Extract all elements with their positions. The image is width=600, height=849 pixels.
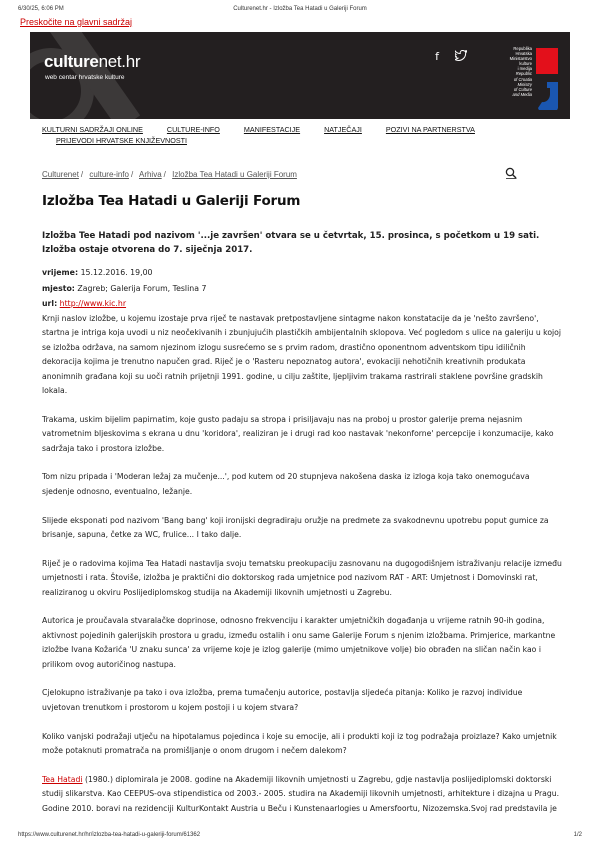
ministry-line: Republic	[515, 71, 532, 77]
meta-url-label: url:	[42, 299, 58, 308]
breadcrumb-separator: /	[80, 170, 84, 179]
meta-time-label: vrijeme:	[42, 268, 79, 277]
twitter-bird-icon	[455, 50, 467, 61]
article-paragraph	[42, 773, 562, 816]
artist-bio-text: (1980.) diplomirala je 2008. godine na Akademiji likovnih umjetnosti u Zagrebu, gdje nastavlja poslijediplomski doktorski studij slikarstva. Kao CEEPUS-ova stipendistica od 2003.- 2005. studira na Akademiji likovnih umjetnosti, arhitekture i dizajna u Pragu. Godine 2010. boravi na rezidenciji KulturKontakt Austria u Beču i Kunstenaarlogies u Amersfoortu, Nizozemska.Svoj rad predstavila je	[42, 774, 560, 813]
article-paragraph: Trakama, uskim bijelim papirnatim, koje gusto padaju sa stropa i prisiljavaju nas na proboj u prostor galerije prema nejasnim vatrometnim bljeskovima s ekrana u dnu 'koridora', realiziran je i drugi rad koo nastavak 'nekonforne' percepcije i konzumacije, kako sadržaja tako i prostora izložbe.	[42, 414, 554, 453]
article-lead: Izložba Tee Hatadi pod nazivom '...je završen' otvara se u četvrtak, 15. prosinca, s početkom u 19 sati. Izložba ostaje otvorena do 7. siječnja 2017.	[42, 231, 540, 255]
nav-row	[42, 135, 532, 146]
nav-row	[42, 124, 532, 135]
page-title: Izložba Tea Hatadi u Galeriji Forum	[42, 193, 301, 209]
breadcrumb-item-current[interactable]: Izložba Tea Hatadi u Galeriji Forum	[172, 170, 297, 179]
twitter-icon[interactable]	[454, 50, 468, 64]
ministry-line: Ministarstvo	[509, 56, 532, 62]
nav-item-culture-info[interactable]: CULTURE-INFO	[166, 125, 220, 134]
breadcrumb	[42, 170, 297, 179]
breadcrumb-item[interactable]: Culturenet	[42, 170, 79, 179]
nav-item-natjecaji[interactable]: NATJEČAJI	[324, 125, 362, 134]
site-logo[interactable]	[44, 52, 140, 72]
breadcrumb-item[interactable]: culture-info	[89, 170, 129, 179]
article-paragraph: Autorica je proučavala stvaralačke doprinose, odnosno frekvenciju i karakter umjetničkih događanja u vrijeme ratnih 90-ih godina, aktivnost pojedinih galerijskih prostora u gradu, između ostalih i onu same Galerije Forum s njenim izložbama. Primjerice, markantne izložbe Ivana Kožarića 'U znaku sunca' za vrijeme koje je izlog galerije (mimo umjetnikove volje) bio obrađen na sličan način kao i prilikom ovog autoričinog nastupa.	[42, 616, 556, 669]
ministry-logo-red	[536, 48, 558, 74]
ministry-line: Republika	[513, 46, 532, 51]
site-banner	[30, 32, 570, 119]
article-paragraph: Cjelokupno istraživanje pa tako i ova izložba, prema tumačenju autorice, postavlja sljedeća pitanja: Koliko je razvoj individue uvjetovan trenutkom i prostorom u kojem postoji i u kojem stvara?	[42, 688, 523, 712]
ministry-line: kulture	[519, 61, 532, 67]
ministry-line: and Media	[512, 91, 532, 97]
breadcrumb-item[interactable]: Arhiva	[138, 170, 162, 179]
site-subtitle: web centar hrvatske kulture	[45, 74, 125, 81]
print-header	[18, 6, 582, 16]
meta-place-value: Zagreb; Galerija Forum, Teslina 7	[77, 284, 207, 293]
breadcrumb-separator: /	[130, 170, 134, 179]
article-paragraph: Riječ je o radovima kojima Tea Hatadi nastavlja svoju tematsku preokupaciju zasnovanu na dugogodišnjem istraživanju relacije između umjetnosti i rata. Štoviše, izložba je praktični dio doktorskog rada umjetnice pod nazivom RAT - ART: Umjetnost i Domovinski rat, realiziranog u okviru Poslijediplomskog studija na Akademiji likovnih umjetnosti u Zagrebu.	[42, 558, 562, 597]
print-url: https://www.culturenet.hr/hr/izlozba-tea-hatadi-u-galeriji-forum/61362	[18, 832, 201, 838]
article-paragraph: Koliko vanjski podražaji utječu na hipotalamus pojedinca i koje su emocije, ali i produkti koji iz tog podražaja proizlaze? Kako umjetnik može potaknuti promatrača na promišljanje o onom drugom i nečem dalekom?	[42, 731, 557, 756]
artist-link[interactable]: Tea Hatadi	[42, 774, 83, 784]
article-paragraph: Slijede eksponati pod nazivom 'Bang bang' koji ironijski degradiraju oružje na predmete za svakodnevnu upotrebu poput gumice za brisanje, sapuna, četke za WC, frulice... I tako dalje.	[42, 515, 549, 540]
print-date: 6/30/25, 6:06 PM	[18, 6, 64, 12]
meta-time-value: 15.12.2016. 19,00	[80, 268, 153, 277]
logo-rest: net.hr	[98, 52, 141, 71]
breadcrumb-separator: /	[163, 170, 166, 179]
meta-place	[42, 284, 206, 293]
meta-url	[42, 299, 126, 308]
meta-url-link[interactable]: http://www.kic.hr	[59, 299, 127, 308]
main-nav	[42, 124, 532, 146]
ministry-line: Ministry	[517, 81, 532, 87]
meta-place-label: mjesto:	[42, 284, 75, 293]
ministry-text	[500, 46, 532, 97]
logo-bold: culture	[44, 52, 99, 71]
print-page-number: 1/2	[573, 832, 582, 838]
facebook-icon[interactable]: f	[435, 50, 439, 63]
print-footer	[18, 832, 582, 842]
nav-item-pozivi[interactable]: POZIVI NA PARTNERSTVA	[385, 125, 475, 134]
nav-item-manifestacije[interactable]: MANIFESTACIJE	[243, 125, 301, 134]
meta-time	[42, 268, 153, 277]
ministry-line: of Culture	[513, 86, 532, 92]
article-body	[42, 312, 562, 830]
skip-to-content-link[interactable]: Preskočite na glavni sadržaj	[20, 17, 133, 27]
nav-item-kulturni-sadrzaji[interactable]: KULTURNI SADRŽAJI ONLINE	[42, 125, 143, 134]
search-icon[interactable]	[505, 167, 517, 179]
ministry-logo-blue	[536, 82, 558, 110]
article-paragraph: Krnji naslov izložbe, u kojemu izostaje prva riječ te nastavak pretpostavljene sintagme nakon konstatacije da je 'nešto završeno', startna je intriga koja uvodi u niz neočekivanih i zbunjujućih plastičkih ambijentalnih sklopova. Već pogledom s ulice na galeriju u kojoj se izložba održava, na samom njezinom izlogu susrećemo se s prvim radom, drastično oponentnom adventskom tipu idiličnih dekoracija kojima je trenutno napučen grad. Riječ je o 'Rasteru nepoznatog autora', evokaciji nehotičnih kreativnih produkata anonimnih građana koji su uoči ratnih prijetnji 1991. godine, u cilju zaštite, ljepljivim trakama rastrirali staklene površine gradskih lokala.	[42, 314, 561, 396]
print-page-title: Culturenet.hr - Izložba Tea Hatadi u Galeriji Forum	[233, 6, 367, 12]
nav-item-prijevodi[interactable]: PRIJEVODI HRVATSKE KNJIŽEVNOSTI	[56, 136, 187, 145]
article-paragraph: Tom nizu pripada i 'Moderan ležaj za mučenje...', pod kutem od 20 stupnjeva nakošena daska iz izloga koja tako onemogućava sjedenje odnosno, eventualno, ležanje.	[42, 472, 530, 496]
ministry-line: of Croatia	[513, 76, 532, 82]
ministry-line: Hrvatska	[515, 51, 532, 57]
ministry-line: i medija	[517, 66, 532, 72]
